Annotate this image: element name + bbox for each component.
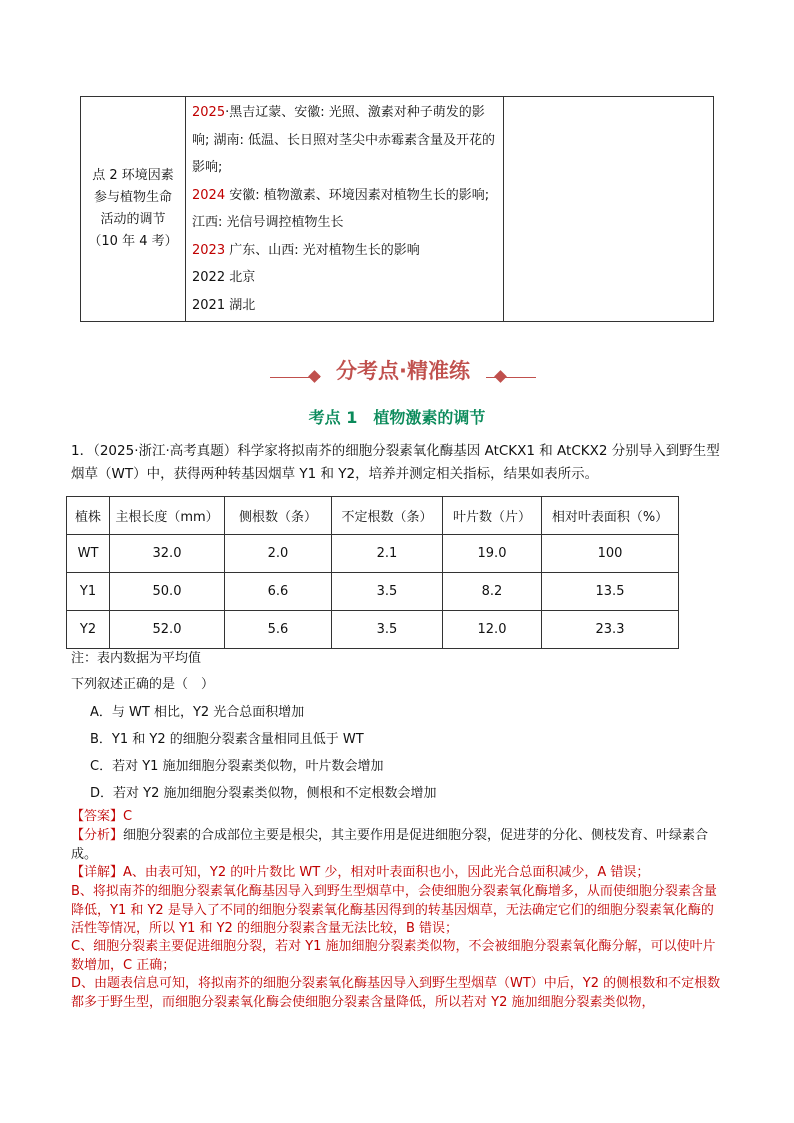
table-row xyxy=(67,573,679,611)
table-header-cell: 主根长度（mm） xyxy=(110,497,225,535)
table-header-cell: 不定根数（条） xyxy=(332,497,443,535)
detail-c: C、细胞分裂素主要促进细胞分裂，若对 Y1 施加细胞分裂素类似物，不会被细胞分裂素氧化酶分解，可以使叶片数增加，C 正确； xyxy=(71,939,716,973)
table-cell: 3.5 xyxy=(332,611,443,649)
exam-entry xyxy=(192,182,497,237)
topic-label-line: 点 2 环境因素 xyxy=(92,168,174,183)
option-c[interactable]: C．若对 Y1 施加细胞分裂素类似物，叶片数会增加 xyxy=(90,759,384,774)
topic-label-line: 活动的调节 xyxy=(100,212,166,227)
table-cell: 3.5 xyxy=(332,573,443,611)
exam-year: 2023 xyxy=(192,242,226,258)
table-row xyxy=(67,611,679,649)
table-note: 注：表内数据为平均值 xyxy=(71,651,202,666)
table-cell: 13.5 xyxy=(542,573,679,611)
table-header-cell: 植株 xyxy=(67,497,110,535)
analysis-tag: 【分析】 xyxy=(71,828,124,843)
exam-text: 安徽: 植物激素、环境因素对植物生长的影响; 江西: 光信号调控植物生长 xyxy=(192,187,490,230)
option-d[interactable]: D．若对 Y2 施加细胞分裂素类似物，侧根和不定根数会增加 xyxy=(90,786,437,801)
table-cell: 6.6 xyxy=(225,573,332,611)
exam-text: 2021 湖北 xyxy=(192,297,256,313)
exam-entry xyxy=(192,99,497,182)
table-row xyxy=(67,535,679,573)
table-cell: WT xyxy=(67,535,110,573)
table-cell: 12.0 xyxy=(443,611,542,649)
exam-year: 2025 xyxy=(192,105,226,120)
question-stem-line: 烟草（WT）中，获得两种转基因烟草 Y1 和 Y2，培养并测定相关指标，结果如表所示。 xyxy=(71,466,599,482)
section-banner xyxy=(270,356,536,386)
answer-value: C xyxy=(123,809,133,824)
section-title: 考点 1 植物激素的调节 xyxy=(308,408,486,427)
table-cell: 2.0 xyxy=(225,535,332,573)
table-header-cell: 侧根数（条） xyxy=(225,497,332,535)
option-b[interactable]: B．Y1 和 Y2 的细胞分裂素含量相同且低于 WT xyxy=(90,732,364,747)
question-prompt: 下列叙述正确的是（ ） xyxy=(71,677,215,692)
exam-entries-cell xyxy=(186,97,504,322)
topic-label-line: 参与植物生命 xyxy=(93,190,172,205)
analysis-text: 细胞分裂素的合成部位主要是根尖，其主要作用是促进细胞分裂，促进芽的分化、侧枝发育、叶绿素合成。 xyxy=(71,828,709,862)
exam-year: 2024 xyxy=(192,187,226,203)
detail-a: A、由表可知，Y2 的叶片数比 WT 少，相对叶表面积也小，因此光合总面积减少，A 错误； xyxy=(123,865,650,880)
table-cell: 100 xyxy=(542,535,679,573)
exam-text: 2022 北京 xyxy=(192,270,256,285)
question-stem-line: 1．（2025·浙江·高考真题）科学家将拟南芥的细胞分裂素氧化酶基因 AtCKX1 和 AtCKX2 分别导入到野生型 xyxy=(71,443,720,459)
detail-b: B、将拟南芥的细胞分裂素氧化酶基因导入到野生型烟草中，会使细胞分裂素氧化酶增多，从而使细胞分裂素含量降低，Y1 和 Y2 是导入了不同的细胞分裂素氧化酶基因得到的转基因烟草，无法确定它们的细胞分裂素氧化酶的活性等情况，所以 Y1 和 Y2 的细胞分裂素含量无法比较，B 错误； xyxy=(71,884,717,936)
table-cell: 52.0 xyxy=(110,611,225,649)
detail-d: D、由题表信息可知，将拟南芥的细胞分裂素氧化酶基因导入到野生型烟草（WT）中后，Y2 的侧根数和不定根数都多于野生型，而细胞分裂素氧化酶会使细胞分裂素含量降低，所以若对 Y2 施加细胞分裂素类似物， xyxy=(71,976,721,1010)
banner-title: 分考点·精准练 xyxy=(336,359,470,383)
exam-entry xyxy=(192,292,497,320)
exam-text: 广东、山西: 光对植物生长的影响 xyxy=(225,242,420,258)
table-cell: 23.3 xyxy=(542,611,679,649)
table-header-cell: 叶片数（片） xyxy=(443,497,542,535)
table-cell: 32.0 xyxy=(110,535,225,573)
exam-topic-table xyxy=(80,96,714,322)
data-table xyxy=(66,496,679,649)
answer-line xyxy=(71,808,726,827)
topic-label-line: （10 年 4 考） xyxy=(88,234,178,249)
topic-label-cell xyxy=(81,97,186,322)
analysis-paragraph xyxy=(71,827,726,864)
table-cell: Y1 xyxy=(67,573,110,611)
table-cell: 19.0 xyxy=(443,535,542,573)
table-cell: 5.6 xyxy=(225,611,332,649)
exam-entry xyxy=(192,237,497,265)
exam-entry xyxy=(192,264,497,292)
detail-paragraph xyxy=(71,864,726,883)
table-header-cell: 相对叶表面积（%） xyxy=(542,497,679,535)
table-cell: Y2 xyxy=(67,611,110,649)
answer-tag: 【答案】 xyxy=(71,809,124,824)
exam-text: ·黑吉辽蒙、安徽: 光照、激素对种子萌发的影响; 湖南: 低温、长日照对茎尖中赤霉素含量及开花的影响; xyxy=(192,105,496,175)
detail-tag: 【详解】 xyxy=(71,865,124,880)
option-a[interactable]: A．与 WT 相比，Y2 光合总面积增加 xyxy=(90,705,305,720)
table-cell: 50.0 xyxy=(110,573,225,611)
empty-cell xyxy=(504,97,714,322)
table-cell: 8.2 xyxy=(443,573,542,611)
table-cell: 2.1 xyxy=(332,535,443,573)
table-header-row xyxy=(67,497,679,535)
